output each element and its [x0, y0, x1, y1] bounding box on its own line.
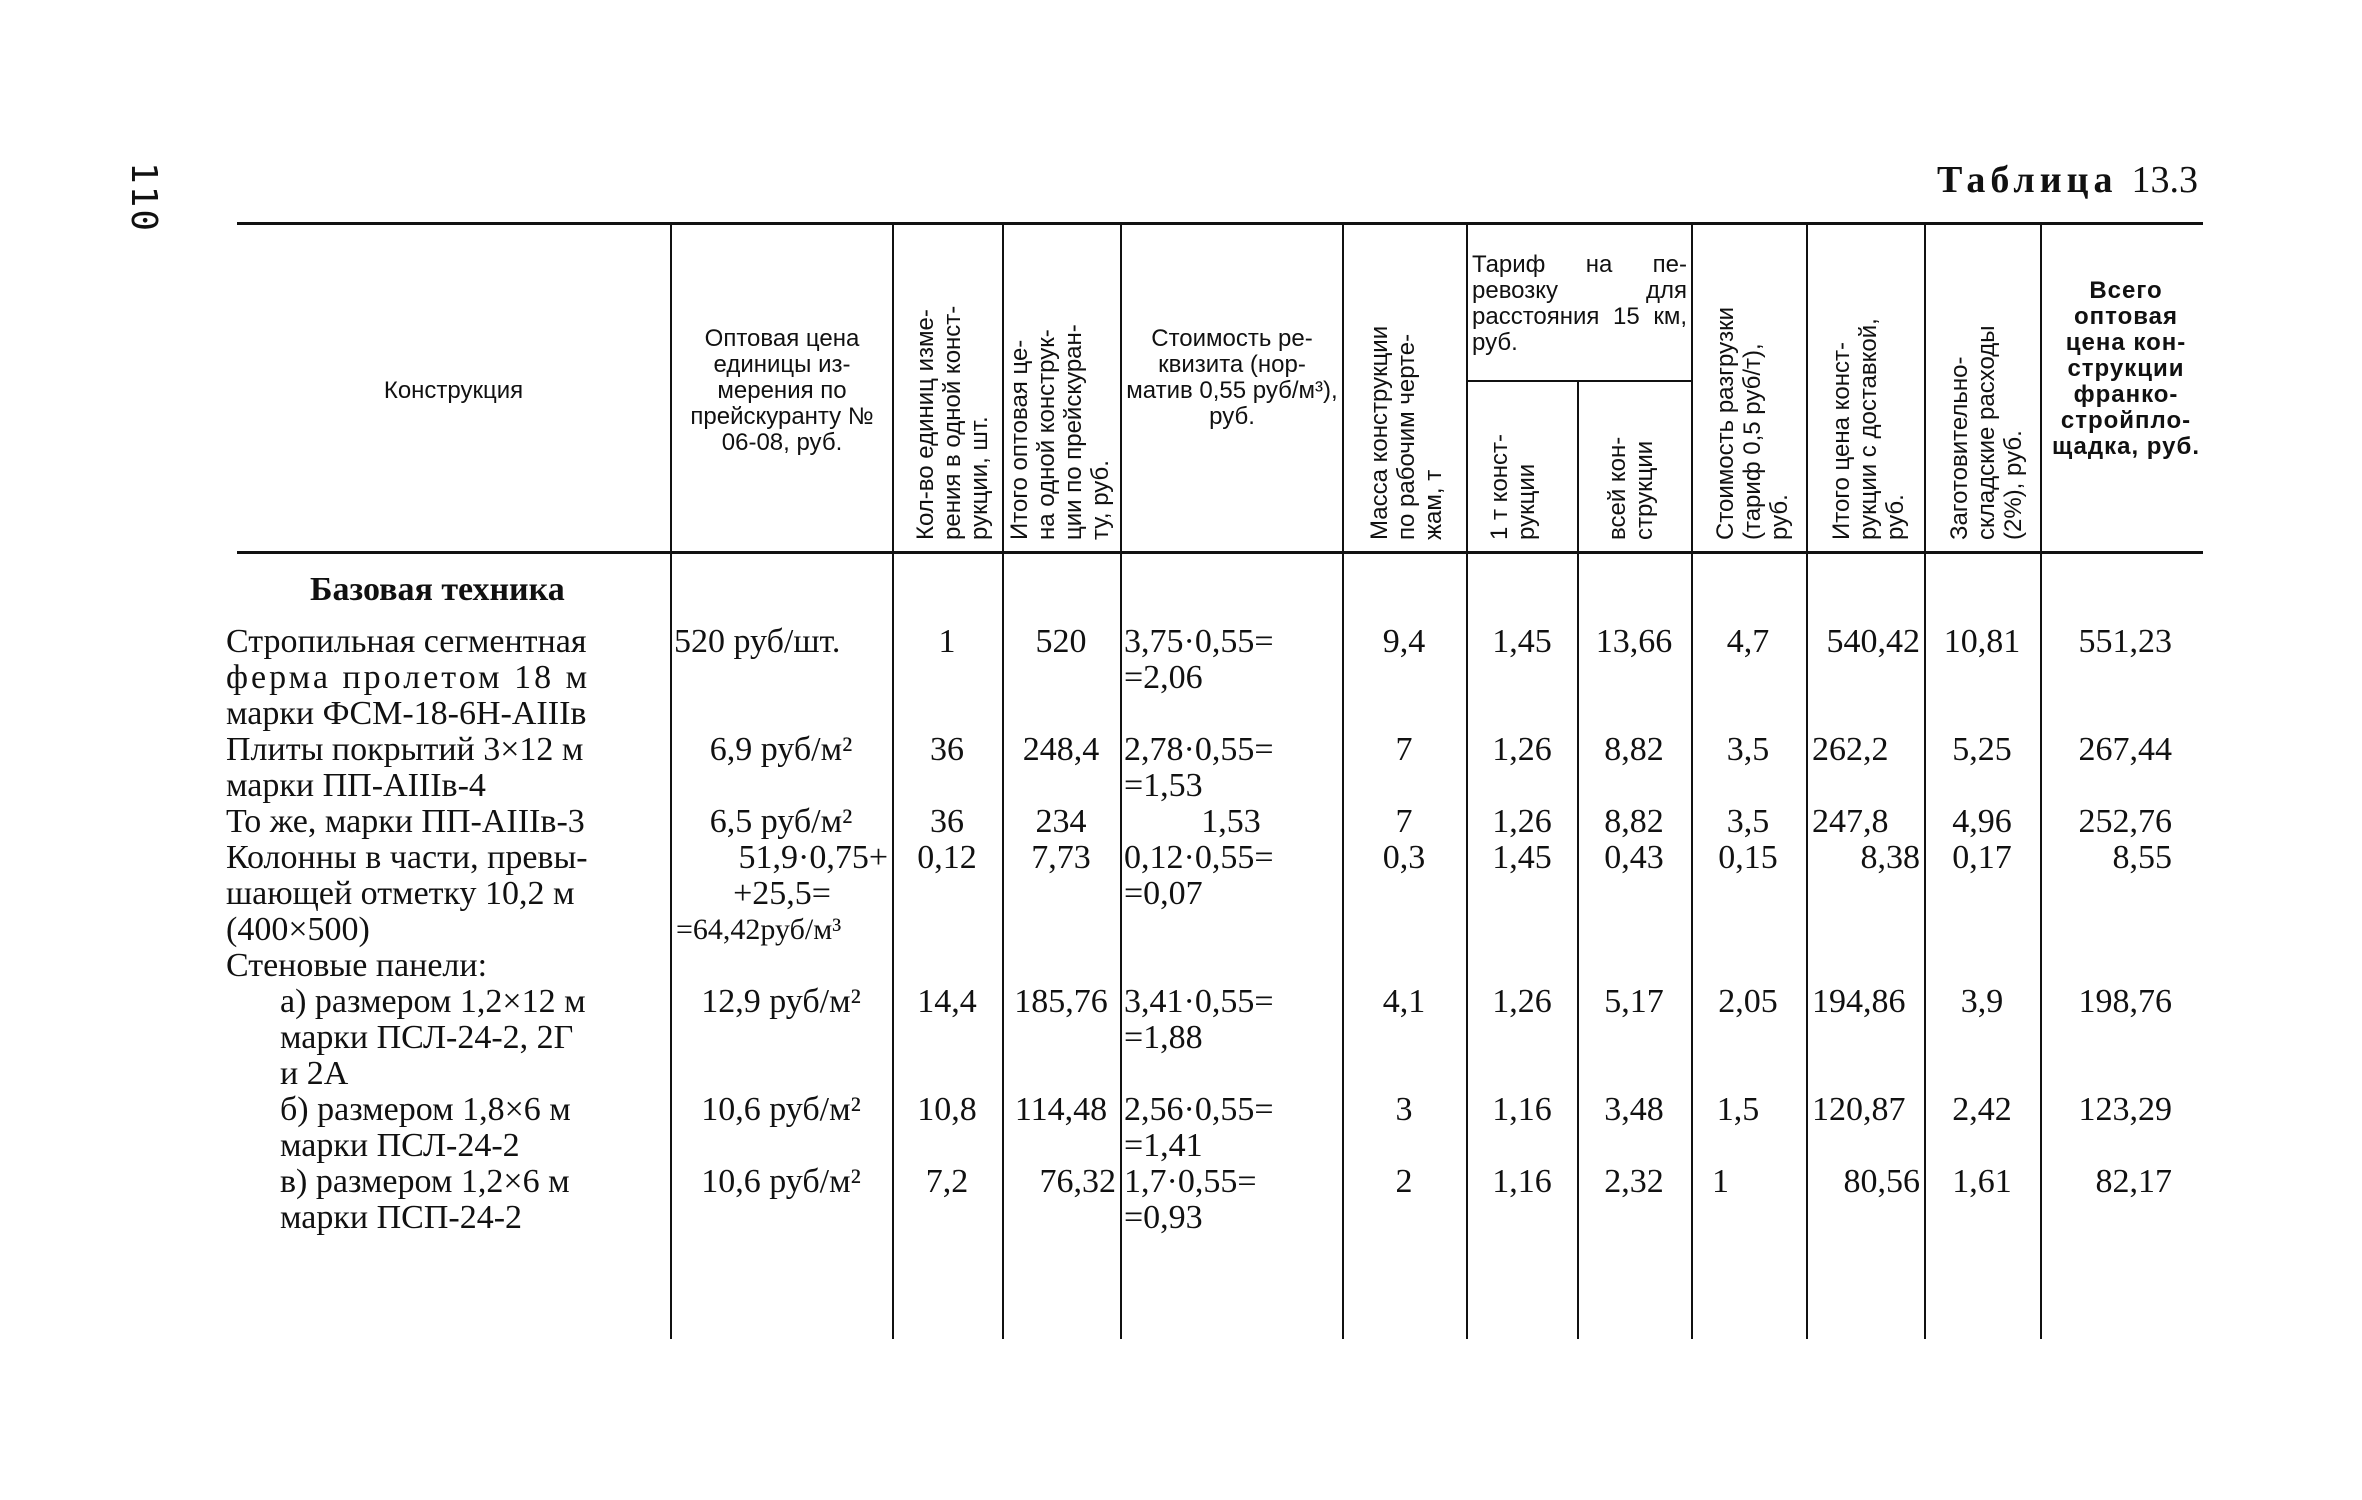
row-3-mass: 7 — [1395, 803, 1413, 840]
row-4-price-line: +25,5= — [733, 875, 831, 912]
row-3-unload: 3,5 — [1726, 803, 1770, 840]
row-7-desc-line: марки ПСЛ-24-2 — [280, 1127, 520, 1164]
header-grand-total: Всего оптовая цена кон-струкции франко-стройпло-щадка, руб. — [2051, 277, 2200, 460]
header-requisite: Стоимость ре-квизита (нор-матив 0,55 руб/м³), руб. — [1126, 325, 1338, 430]
row-6-price: 12,9 руб/м² — [701, 983, 861, 1020]
row-4-req-line: 0,12·0,55= — [1124, 839, 1274, 876]
row-3-price: 6,5 руб/м² — [709, 803, 853, 840]
row-6-qty: 14,4 — [917, 983, 977, 1020]
row-7-unload: 1,5 — [1716, 1091, 1760, 1128]
row-8-tall: 2,32 — [1604, 1163, 1664, 1200]
row-4-price-line: =64,42руб/м³ — [676, 913, 842, 946]
row-1-req — [1124, 624, 1274, 696]
row-4-mass: 0,3 — [1382, 839, 1426, 876]
row-1-desc-line: Стропильная сегментная — [226, 623, 587, 660]
row-7-req-line: 2,56·0,55= — [1124, 1091, 1274, 1128]
header-wholesale-price: Оптовая цена единицы из-мерения по прейскуранту № 06-08, руб. — [690, 325, 874, 456]
row-2-unload: 3,5 — [1726, 731, 1770, 768]
row-6-desc-line: а) размером 1,2×12 м — [280, 983, 586, 1020]
row-2-desc-line: Плиты покрытий 3×12 м — [226, 731, 584, 768]
row-7-desc-line: б) размером 1,8×6 м — [280, 1091, 571, 1128]
row-7-req — [1124, 1092, 1274, 1164]
row-6-grand: 198,76 — [2078, 983, 2172, 1020]
row-2-proc: 5,25 — [1952, 731, 2012, 768]
row-2-req-line: 2,78·0,55= — [1124, 731, 1274, 768]
header-mass: Масса конструкции по рабочим черте- жам, т — [1366, 325, 1447, 540]
row-6-desc — [280, 984, 660, 1092]
row-8-req-line: 1,7·0,55= — [1124, 1163, 1257, 1200]
row-6-req-line: =1,88 — [1124, 1019, 1203, 1056]
row-4-desc-line: (400×500) — [226, 911, 370, 948]
page-number: 110 — [123, 162, 164, 234]
row-4-unload: 0,15 — [1718, 839, 1778, 876]
row-6-req-line: 3,41·0,55= — [1124, 983, 1274, 1020]
table-title-word: Таблица — [1936, 159, 2118, 201]
row-4-proc: 0,17 — [1952, 839, 2012, 876]
col-divider-8 — [1691, 224, 1693, 1339]
row-6-desc-line: марки ПСЛ-24-2, 2Г — [280, 1019, 574, 1056]
row-6-proc: 3,9 — [1960, 983, 2004, 1020]
row-1-qty: 1 — [938, 623, 956, 660]
header-total-wholesale: Итого оптовая це- на одной конструк- ции по прейскуран- ту, руб. — [1006, 324, 1114, 540]
row-3-proc: 4,96 — [1952, 803, 2012, 840]
row-8-grand: 82,17 — [2095, 1163, 2172, 1200]
header-tariff-all: всей кон- струкции — [1604, 436, 1658, 540]
row-8-t1: 1,16 — [1492, 1163, 1552, 1200]
row-3-deliv: 247,8 — [1812, 803, 1889, 840]
row-6-tall: 5,17 — [1604, 983, 1664, 1020]
row-3-req-line: 1,53 — [1201, 803, 1261, 840]
section-title: Базовая техника — [310, 571, 565, 608]
row-8-price: 10,6 руб/м² — [701, 1163, 861, 1200]
table-title-number: 13.3 — [2131, 159, 2198, 201]
row-8-req-line: =0,93 — [1124, 1199, 1203, 1236]
row-2-grand: 267,44 — [2078, 731, 2172, 768]
row-6-deliv: 194,86 — [1812, 983, 1906, 1020]
row-1-grand: 551,23 — [2078, 623, 2172, 660]
header-construction: Конструкция — [383, 377, 524, 404]
row-4-qty: 0,12 — [917, 839, 977, 876]
row-2-deliv: 262,2 — [1812, 731, 1889, 768]
header-qty: Кол-во единиц изме- рения в одной конст- рукции, шт. — [912, 305, 993, 540]
row-3-grand: 252,76 — [2078, 803, 2172, 840]
header-unloading: Стоимость разгрузки (тариф 0,5 руб/т), руб. — [1712, 307, 1793, 540]
row-8-desc-line: в) размером 1,2×6 м — [280, 1163, 570, 1200]
row-4-desc — [226, 840, 656, 948]
header-total-delivery: Итого цена конст- рукции с доставкой, руб. — [1828, 318, 1909, 540]
row-1-price: 520 руб/шт. — [674, 623, 841, 660]
row-8-total: 76,32 — [1039, 1163, 1116, 1200]
header-bottom-rule — [237, 551, 2203, 554]
row-8-unload: 1 — [1712, 1163, 1729, 1200]
row-4-price-line: 51,9·0,75+ — [738, 839, 888, 876]
table-title — [1937, 158, 2198, 202]
row-1-total: 520 — [1035, 623, 1087, 660]
row-6-desc-line: и 2А — [280, 1055, 349, 1092]
row-8-qty: 7,2 — [925, 1163, 969, 1200]
row-8-deliv: 80,56 — [1843, 1163, 1920, 1200]
row-6-req — [1124, 984, 1274, 1056]
row-4-req-line: =0,07 — [1124, 875, 1203, 912]
row-7-t1: 1,16 — [1492, 1091, 1552, 1128]
row-1-t1: 1,45 — [1492, 623, 1552, 660]
row-4-desc-line: шающей отметку 10,2 м — [226, 875, 575, 912]
row-7-tall: 3,48 — [1604, 1091, 1664, 1128]
row-7-grand: 123,29 — [2078, 1091, 2172, 1128]
row-7-mass: 3 — [1395, 1091, 1413, 1128]
row-3-desc-line: То же, марки ПП-АIIIв-3 — [226, 803, 585, 840]
row-2-price: 6,9 руб/м² — [709, 731, 853, 768]
row-8-req — [1124, 1164, 1257, 1236]
row-2-t1: 1,26 — [1492, 731, 1552, 768]
row-7-qty: 10,8 — [917, 1091, 977, 1128]
row-1-tall: 13,66 — [1595, 623, 1673, 660]
row-2-desc — [226, 732, 656, 804]
row-5-desc-line: Стеновые панели: — [226, 947, 488, 984]
row-2-req-line: =1,53 — [1124, 767, 1203, 804]
row-4-price — [676, 840, 888, 948]
row-8-desc-line: марки ПСП-24-2 — [280, 1199, 523, 1236]
row-1-deliv: 540,42 — [1826, 623, 1920, 660]
table-top-rule — [237, 222, 2203, 225]
header-tariff-group: Тариф на пе-ревозку для расстояния 15 км, руб. — [1472, 251, 1687, 356]
col-divider-4 — [1120, 224, 1122, 1339]
row-5-desc — [226, 948, 656, 984]
row-2-req — [1124, 732, 1274, 804]
row-3-total: 234 — [1035, 803, 1087, 840]
row-8-proc: 1,61 — [1952, 1163, 2012, 1200]
row-2-mass: 7 — [1395, 731, 1413, 768]
row-1-mass: 9,4 — [1382, 623, 1426, 660]
row-1-desc-line: марки ФСМ-18-6Н-АIIIв — [226, 695, 587, 732]
row-7-price: 10,6 руб/м² — [701, 1091, 861, 1128]
row-1-desc — [226, 624, 656, 732]
row-7-total: 114,48 — [1014, 1091, 1108, 1128]
row-3-t1: 1,26 — [1492, 803, 1552, 840]
row-3-desc — [226, 804, 666, 840]
row-3-req — [1122, 804, 1340, 840]
row-7-deliv: 120,87 — [1812, 1091, 1906, 1128]
row-3-tall: 8,82 — [1604, 803, 1664, 840]
row-7-req-line: =1,41 — [1124, 1127, 1203, 1164]
row-2-total: 248,4 — [1022, 731, 1100, 768]
row-3-qty: 36 — [930, 803, 964, 840]
row-4-req — [1124, 840, 1274, 912]
row-7-desc — [280, 1092, 660, 1164]
row-1-desc-line: ферма пролетом 18 м — [226, 659, 591, 696]
row-2-tall: 8,82 — [1604, 731, 1664, 768]
row-8-desc — [280, 1164, 660, 1236]
header-tariff-1t: 1 т конст- рукции — [1486, 433, 1540, 540]
row-4-desc-line: Колонны в части, превы- — [226, 839, 588, 876]
row-4-tall: 0,43 — [1604, 839, 1664, 876]
row-6-unload: 2,05 — [1718, 983, 1778, 1020]
row-1-req-line: =2,06 — [1124, 659, 1203, 696]
row-1-proc: 10,81 — [1943, 623, 2021, 660]
row-4-total: 7,73 — [1031, 839, 1091, 876]
row-4-t1: 1,45 — [1492, 839, 1552, 876]
row-6-total: 185,76 — [1014, 983, 1108, 1020]
row-4-grand: 8,55 — [2112, 839, 2172, 876]
row-2-qty: 36 — [930, 731, 964, 768]
row-2-desc-line: марки ПП-АIIIв-4 — [226, 767, 486, 804]
header-procurement: Заготовительно- складские расходы (2%), руб. — [1946, 325, 2027, 540]
row-1-unload: 4,7 — [1726, 623, 1770, 660]
row-8-mass: 2 — [1395, 1163, 1413, 1200]
row-4-deliv: 8,38 — [1860, 839, 1920, 876]
row-1-req-line: 3,75·0,55= — [1124, 623, 1274, 660]
row-6-mass: 4,1 — [1382, 983, 1426, 1020]
row-6-t1: 1,26 — [1492, 983, 1552, 1020]
row-7-proc: 2,42 — [1952, 1091, 2012, 1128]
